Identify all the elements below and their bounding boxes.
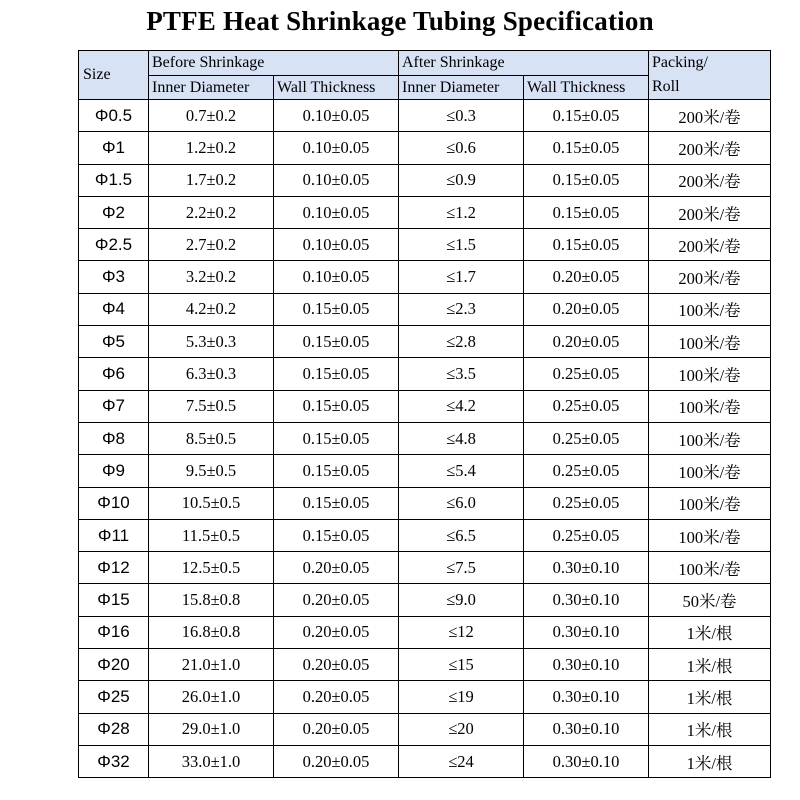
- cell-size: Φ5: [79, 326, 149, 358]
- cell-after-wall-thickness: 0.15±0.05: [524, 164, 649, 196]
- cell-packing: 100米/卷: [649, 358, 771, 390]
- cell-after-inner-diameter: ≤7.5: [399, 552, 524, 584]
- cell-before-wall-thickness: 0.15±0.05: [274, 358, 399, 390]
- cell-before-inner-diameter: 9.5±0.5: [149, 455, 274, 487]
- header-after-inner-diameter: Inner Diameter: [399, 76, 524, 100]
- table-row: [79, 584, 771, 616]
- table-row: [79, 358, 771, 390]
- cell-after-wall-thickness: 0.30±0.10: [524, 552, 649, 584]
- cell-after-wall-thickness: 0.30±0.10: [524, 713, 649, 745]
- cell-before-wall-thickness: 0.10±0.05: [274, 100, 399, 132]
- table-row: [79, 229, 771, 261]
- cell-size: Φ9: [79, 455, 149, 487]
- table-row: [79, 519, 771, 551]
- cell-before-inner-diameter: 11.5±0.5: [149, 519, 274, 551]
- header-after-wall-thickness: Wall Thickness: [524, 76, 649, 100]
- table-row: [79, 164, 771, 196]
- cell-after-wall-thickness: 0.25±0.05: [524, 422, 649, 454]
- cell-before-wall-thickness: 0.20±0.05: [274, 584, 399, 616]
- cell-before-wall-thickness: 0.10±0.05: [274, 196, 399, 228]
- header-before-wall-thickness: Wall Thickness: [274, 76, 399, 100]
- table-row: [79, 455, 771, 487]
- cell-packing: 100米/卷: [649, 455, 771, 487]
- cell-after-wall-thickness: 0.30±0.10: [524, 681, 649, 713]
- cell-before-wall-thickness: 0.15±0.05: [274, 487, 399, 519]
- cell-before-inner-diameter: 5.3±0.3: [149, 326, 274, 358]
- cell-before-inner-diameter: 3.2±0.2: [149, 261, 274, 293]
- cell-after-inner-diameter: ≤6.5: [399, 519, 524, 551]
- cell-packing: 200米/卷: [649, 132, 771, 164]
- cell-packing: 1米/根: [649, 649, 771, 681]
- cell-size: Φ0.5: [79, 100, 149, 132]
- cell-after-wall-thickness: 0.15±0.05: [524, 100, 649, 132]
- header-before-inner-diameter: Inner Diameter: [149, 76, 274, 100]
- header-after-shrinkage: After Shrinkage: [399, 51, 649, 76]
- cell-before-inner-diameter: 12.5±0.5: [149, 552, 274, 584]
- cell-packing: 200米/卷: [649, 196, 771, 228]
- cell-before-inner-diameter: 1.7±0.2: [149, 164, 274, 196]
- table-row: [79, 422, 771, 454]
- cell-size: Φ12: [79, 552, 149, 584]
- cell-before-inner-diameter: 2.7±0.2: [149, 229, 274, 261]
- cell-packing: 200米/卷: [649, 100, 771, 132]
- cell-packing: 200米/卷: [649, 261, 771, 293]
- cell-size: Φ2: [79, 196, 149, 228]
- table-row: [79, 326, 771, 358]
- cell-packing: 100米/卷: [649, 422, 771, 454]
- cell-size: Φ1: [79, 132, 149, 164]
- table-row: [79, 261, 771, 293]
- cell-after-inner-diameter: ≤1.2: [399, 196, 524, 228]
- cell-size: Φ8: [79, 422, 149, 454]
- cell-before-wall-thickness: 0.15±0.05: [274, 519, 399, 551]
- cell-size: Φ10: [79, 487, 149, 519]
- table-row: [79, 681, 771, 713]
- cell-after-inner-diameter: ≤19: [399, 681, 524, 713]
- cell-packing: 100米/卷: [649, 293, 771, 325]
- cell-before-wall-thickness: 0.20±0.05: [274, 616, 399, 648]
- cell-before-wall-thickness: 0.10±0.05: [274, 132, 399, 164]
- cell-after-inner-diameter: ≤6.0: [399, 487, 524, 519]
- header-before-shrinkage: Before Shrinkage: [149, 51, 399, 76]
- cell-size: Φ28: [79, 713, 149, 745]
- cell-before-wall-thickness: 0.15±0.05: [274, 455, 399, 487]
- cell-packing: 100米/卷: [649, 326, 771, 358]
- cell-before-inner-diameter: 6.3±0.3: [149, 358, 274, 390]
- header-packing-line2: Roll: [652, 78, 680, 95]
- cell-before-wall-thickness: 0.10±0.05: [274, 261, 399, 293]
- cell-after-wall-thickness: 0.25±0.05: [524, 519, 649, 551]
- cell-after-inner-diameter: ≤2.8: [399, 326, 524, 358]
- cell-size: Φ32: [79, 745, 149, 777]
- cell-after-inner-diameter: ≤4.2: [399, 390, 524, 422]
- cell-after-wall-thickness: 0.20±0.05: [524, 326, 649, 358]
- cell-size: Φ15: [79, 584, 149, 616]
- cell-size: Φ20: [79, 649, 149, 681]
- cell-packing: 100米/卷: [649, 552, 771, 584]
- cell-after-wall-thickness: 0.25±0.05: [524, 390, 649, 422]
- cell-after-inner-diameter: ≤0.6: [399, 132, 524, 164]
- table-row: [79, 487, 771, 519]
- cell-after-wall-thickness: 0.15±0.05: [524, 132, 649, 164]
- cell-after-wall-thickness: 0.20±0.05: [524, 293, 649, 325]
- table-row: [79, 390, 771, 422]
- cell-packing: 1米/根: [649, 745, 771, 777]
- cell-before-inner-diameter: 7.5±0.5: [149, 390, 274, 422]
- cell-after-wall-thickness: 0.15±0.05: [524, 229, 649, 261]
- cell-before-wall-thickness: 0.20±0.05: [274, 681, 399, 713]
- cell-before-inner-diameter: 2.2±0.2: [149, 196, 274, 228]
- cell-before-wall-thickness: 0.20±0.05: [274, 745, 399, 777]
- cell-size: Φ4: [79, 293, 149, 325]
- cell-after-inner-diameter: ≤0.3: [399, 100, 524, 132]
- cell-before-inner-diameter: 8.5±0.5: [149, 422, 274, 454]
- cell-after-inner-diameter: ≤24: [399, 745, 524, 777]
- cell-size: Φ1.5: [79, 164, 149, 196]
- table-row: [79, 293, 771, 325]
- cell-after-wall-thickness: 0.15±0.05: [524, 196, 649, 228]
- cell-after-inner-diameter: ≤1.5: [399, 229, 524, 261]
- cell-after-inner-diameter: ≤0.9: [399, 164, 524, 196]
- cell-after-inner-diameter: ≤9.0: [399, 584, 524, 616]
- cell-after-wall-thickness: 0.20±0.05: [524, 261, 649, 293]
- cell-before-inner-diameter: 16.8±0.8: [149, 616, 274, 648]
- table-row: [79, 713, 771, 745]
- cell-size: Φ6: [79, 358, 149, 390]
- cell-before-inner-diameter: 29.0±1.0: [149, 713, 274, 745]
- cell-after-wall-thickness: 0.25±0.05: [524, 455, 649, 487]
- cell-before-wall-thickness: 0.15±0.05: [274, 326, 399, 358]
- header-row-top: [79, 51, 771, 76]
- cell-before-inner-diameter: 1.2±0.2: [149, 132, 274, 164]
- cell-after-inner-diameter: ≤15: [399, 649, 524, 681]
- cell-packing: 200米/卷: [649, 229, 771, 261]
- cell-before-inner-diameter: 10.5±0.5: [149, 487, 274, 519]
- cell-after-inner-diameter: ≤4.8: [399, 422, 524, 454]
- cell-after-wall-thickness: 0.30±0.10: [524, 649, 649, 681]
- cell-after-inner-diameter: ≤20: [399, 713, 524, 745]
- cell-packing: 1米/根: [649, 616, 771, 648]
- cell-before-inner-diameter: 26.0±1.0: [149, 681, 274, 713]
- spec-table: [78, 50, 771, 778]
- cell-packing: 200米/卷: [649, 164, 771, 196]
- cell-before-wall-thickness: 0.15±0.05: [274, 390, 399, 422]
- cell-size: Φ7: [79, 390, 149, 422]
- cell-before-wall-thickness: 0.15±0.05: [274, 422, 399, 454]
- cell-size: Φ25: [79, 681, 149, 713]
- cell-after-wall-thickness: 0.30±0.10: [524, 584, 649, 616]
- cell-before-wall-thickness: 0.20±0.05: [274, 649, 399, 681]
- cell-after-wall-thickness: 0.30±0.10: [524, 745, 649, 777]
- cell-before-wall-thickness: 0.20±0.05: [274, 552, 399, 584]
- cell-after-inner-diameter: ≤12: [399, 616, 524, 648]
- cell-after-wall-thickness: 0.25±0.05: [524, 487, 649, 519]
- cell-before-wall-thickness: 0.10±0.05: [274, 164, 399, 196]
- cell-size: Φ2.5: [79, 229, 149, 261]
- cell-before-inner-diameter: 15.8±0.8: [149, 584, 274, 616]
- table-row: [79, 132, 771, 164]
- cell-before-inner-diameter: 21.0±1.0: [149, 649, 274, 681]
- table-row: [79, 552, 771, 584]
- header-packing: [649, 51, 771, 100]
- cell-after-inner-diameter: ≤3.5: [399, 358, 524, 390]
- cell-before-wall-thickness: 0.15±0.05: [274, 293, 399, 325]
- cell-packing: 1米/根: [649, 713, 771, 745]
- cell-packing: 100米/卷: [649, 519, 771, 551]
- page-title: PTFE Heat Shrinkage Tubing Specification: [146, 6, 654, 36]
- cell-after-inner-diameter: ≤2.3: [399, 293, 524, 325]
- cell-packing: 100米/卷: [649, 487, 771, 519]
- cell-before-inner-diameter: 33.0±1.0: [149, 745, 274, 777]
- table-row: [79, 616, 771, 648]
- cell-packing: 50米/卷: [649, 584, 771, 616]
- table-body: [79, 100, 771, 778]
- cell-size: Φ11: [79, 519, 149, 551]
- table-row: [79, 745, 771, 777]
- cell-packing: 1米/根: [649, 681, 771, 713]
- table-row: [79, 196, 771, 228]
- cell-packing: 100米/卷: [649, 390, 771, 422]
- table-row: [79, 100, 771, 132]
- cell-before-inner-diameter: 0.7±0.2: [149, 100, 274, 132]
- cell-before-inner-diameter: 4.2±0.2: [149, 293, 274, 325]
- header-size: Size: [79, 51, 149, 100]
- header-packing-line1: Packing/: [652, 54, 708, 71]
- cell-size: Φ3: [79, 261, 149, 293]
- cell-before-wall-thickness: 0.20±0.05: [274, 713, 399, 745]
- cell-after-inner-diameter: ≤5.4: [399, 455, 524, 487]
- table-row: [79, 649, 771, 681]
- cell-after-inner-diameter: ≤1.7: [399, 261, 524, 293]
- cell-after-wall-thickness: 0.30±0.10: [524, 616, 649, 648]
- cell-size: Φ16: [79, 616, 149, 648]
- cell-before-wall-thickness: 0.10±0.05: [274, 229, 399, 261]
- cell-after-wall-thickness: 0.25±0.05: [524, 358, 649, 390]
